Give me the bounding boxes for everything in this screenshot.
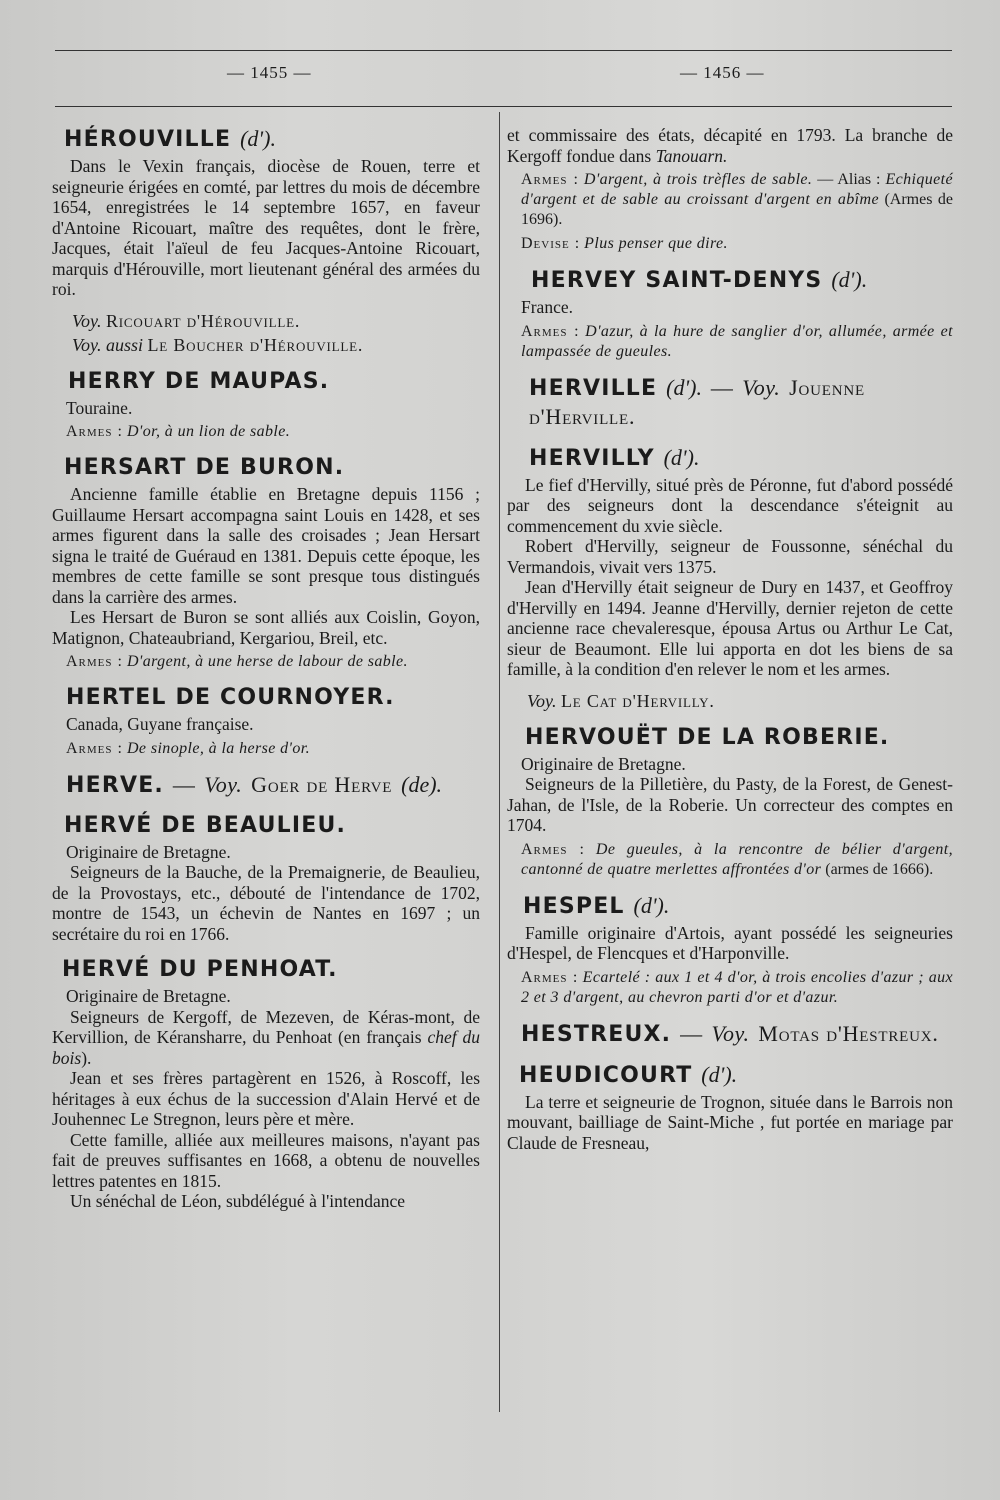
armes-line: [507, 322, 953, 362]
entry-heading: [507, 1020, 953, 1049]
entry-heading: [507, 892, 953, 921]
entry-text: Un sénéchal de Léon, subdélégué à l'intendance: [70, 1191, 406, 1211]
text-span: ).: [81, 1047, 92, 1068]
entry-name: HERVILLY: [529, 445, 655, 471]
entry-heudicourt: [507, 1061, 953, 1154]
entry-heading: HERVÉ DE BEAULIEU.: [64, 812, 347, 838]
armes-text: D'or, à un lion de sable.: [126, 423, 291, 440]
armes-label: Armes :: [521, 322, 580, 340]
entry-text: Les Hersart de Buron se sont alliés aux Coislin, Goyon, Matignon, Chateaubriand, Kergariou, Breil, etc.: [52, 607, 480, 648]
entry-text: Seigneurs de la Bauche, de la Premaignerie, de Beaulieu, de la Provostays, etc., débouté de l'intendance de 1702, montre de 1543, un échevin de Nantes en 1697 ; un secrétaire du roi en 1766.: [52, 862, 480, 944]
armes-label: Armes :: [66, 653, 123, 670]
entry-name: HERVE.: [66, 772, 164, 798]
reference-name: Le Boucher d'Hérouville.: [147, 334, 364, 355]
entry-suffix: (d').: [701, 1061, 738, 1087]
armes-text: De sinople, à la herse d'or.: [126, 739, 311, 757]
text-span: et commissaire des états, décapité en 1793. La branche de Kergoff fondue dans: [507, 125, 953, 166]
cross-reference: [52, 310, 480, 332]
entry-suffix: (d').: [831, 267, 868, 292]
armes-line: [507, 968, 953, 1008]
entry-origin: Touraine.: [66, 397, 133, 418]
armes-text: Echiqueté d'argent et de sable au croissant d'argent en abîme: [521, 171, 954, 208]
armes-line: [52, 652, 480, 672]
entry-origin: Originaire de Bretagne.: [66, 986, 231, 1006]
entry-heading: [52, 771, 480, 800]
reference-name: Motas d'Hestreux.: [758, 1020, 939, 1046]
reference-name: Jouenne d'Herville.: [529, 374, 865, 429]
entry-text: Jean et ses frères partagèrent en 1526, à Roscoff, les héritages à eux échus de la succession d'Alain Hervé et de Jouhennec Le Stregnon, leurs père et mère.: [52, 1068, 480, 1129]
entry-herve: [52, 771, 480, 800]
entry-text: Ancienne famille établie en Bretagne depuis 1156 ; Guillaume Hersart accompagna saint Louis en 1428, et ses armes figurent dans la salle des croisades ; Jean Hersart signa le traité de Guéraud en 1381. Depuis cette époque, les membres de cette famille se sont presque tous distingués dans la carrière des armes.: [52, 484, 480, 607]
entry-hespel: [507, 892, 953, 1008]
entry-name: HESTREUX.: [521, 1021, 672, 1047]
armes-line: [52, 739, 480, 759]
entry-text: Seigneurs de la Pilletière, du Pasty, de la Forest, de Genest-Jahan, de l'Isle, de la Roberie. Un correcteur des comptes en 1704.: [507, 774, 953, 835]
entry-text: [507, 125, 953, 166]
devise-label: Devise :: [521, 235, 581, 252]
entry-heading: HERRY DE MAUPAS.: [68, 368, 330, 394]
armes-line: [507, 170, 953, 230]
cross-reference: [52, 334, 480, 356]
entry-name: HERVILLE: [529, 375, 658, 401]
devise-text: Plus penser que dire.: [584, 235, 728, 252]
entry-origin: France.: [521, 297, 573, 317]
entry-suffix: (d').: [666, 374, 702, 400]
italic-text: Tanouarn.: [655, 145, 728, 166]
entry-herville: [507, 374, 953, 432]
entry-suffix: (d').: [633, 892, 670, 918]
devise-line: [507, 234, 953, 254]
voy-word: Voy.: [72, 310, 102, 331]
entry-name: HESPEL: [523, 893, 625, 919]
dash: —: [710, 374, 734, 400]
armes-line: [507, 840, 953, 880]
voy-word: Voy.: [204, 771, 243, 797]
left-column: [52, 125, 480, 1224]
entry-suffix: (de).: [401, 771, 443, 797]
armes-label: Armes :: [66, 739, 123, 757]
armes-note: (armes de 1666).: [825, 860, 934, 878]
entry-herve-du-penhoat: [52, 956, 480, 1212]
entry-heading: HERSART DE BURON.: [64, 455, 345, 480]
armes-label: Armes :: [66, 423, 123, 440]
reference-name: Goer de Herve: [251, 771, 393, 797]
reference-name: Ricouart d'Hérouville.: [106, 310, 301, 331]
armes-note: (Armes de 1696).: [521, 191, 953, 228]
entry-text: La terre et seigneurie de Trognon, située dans le Barrois non mouvant, bailliage de Saint-Miche , fut portée en mariage par Claude de Fresneau,: [507, 1091, 953, 1153]
entry-heading: HERTEL DE COURNOYER.: [66, 685, 395, 710]
text-span: Seigneurs de Kergoff, de Mezeven, de Kéras-mont, de Kervillion, de Kéransharre, du Penhoat (en français: [52, 1006, 480, 1047]
armes-line: [52, 422, 480, 442]
entry-heading: HERVÉ DU PENHOAT.: [62, 957, 338, 982]
entry-origin: Originaire de Bretagne.: [521, 753, 686, 774]
entry-herry-de-maupas: [52, 368, 480, 443]
entry-hertel-de-cournoyer: [52, 684, 480, 759]
dash: —: [680, 1020, 703, 1046]
entry-herve-de-beaulieu: [52, 812, 480, 945]
alias-label: — Alias :: [817, 171, 881, 188]
right-page-number: — 1456 —: [680, 63, 765, 82]
armes-text: Ecartelé : aux 1 et 4 d'or, à trois encolies d'azur ; aux 2 et 3 d'argent, au chevron parti d'or et d'azur.: [521, 968, 953, 1006]
entry-origin: Originaire de Bretagne.: [66, 841, 231, 862]
armes-text: De gueules, à la rencontre de bélier d'argent, cantonné de quatre merlettes affrontées d'or: [521, 840, 954, 878]
entry-hersart-de-buron: [52, 454, 480, 672]
entry-hestreux: [507, 1020, 953, 1049]
entry-origin: Canada, Guyane française.: [66, 714, 254, 734]
left-page-number: — 1455 —: [227, 63, 312, 82]
right-column: [507, 125, 953, 1165]
armes-text: D'argent, à trois trèfles de sable.: [583, 171, 813, 188]
armes-label: Armes :: [521, 171, 579, 188]
armes-label: Armes :: [521, 968, 579, 986]
entry-heading: [507, 444, 953, 473]
voy-word: Voy.: [711, 1020, 750, 1046]
entry-heading: [507, 374, 953, 432]
armes-text: D'argent, à une herse de labour de sable.: [126, 653, 408, 670]
entry-herouville: [52, 125, 480, 356]
entry-name: HERVEY SAINT-DENYS: [531, 268, 823, 293]
reference-name: Le Cat d'Hervilly.: [561, 690, 715, 711]
voy-word: Voy. aussi: [72, 334, 144, 355]
armes-text: D'azur, à la hure de sanglier d'or, allumée, armée et lampassée de gueules.: [521, 322, 954, 360]
top-rule: [55, 50, 952, 51]
entry-name: HEUDICOURT: [519, 1062, 693, 1088]
entry-hervilly: [507, 444, 953, 712]
armes-label: Armes :: [521, 840, 585, 858]
entry-suffix: (d').: [663, 444, 700, 470]
voy-word: Voy.: [527, 690, 557, 711]
dash: —: [172, 771, 196, 797]
voy-word: Voy.: [742, 374, 781, 400]
entry-text: Le fief d'Hervilly, situé près de Péronne, fut d'abord possédé par des seigneurs dont la descendance s'éteignit au commencement du xvie siècle.: [507, 474, 953, 536]
entry-text: Jean d'Hervilly était seigneur de Dury en 1437, et Geoffroy d'Hervilly en 1494. Jeanne d'Hervilly, dernier rejeton de cette ancienne race chevaleresque, épousa Artus ou Arthur Le Cat, sieur de Beaumont. Elle lui apporta en dot les biens de sa famille, à la condition d'en relever le nom et les armes.: [507, 577, 953, 679]
entry-hervouet-de-la-roberie: [507, 724, 953, 880]
entry-name: HÉROUVILLE: [64, 127, 232, 152]
entry-text: [52, 1007, 480, 1069]
italic-text: chef du bois: [52, 1027, 480, 1068]
cross-reference: [507, 690, 953, 712]
column-divider: [499, 112, 500, 1412]
entry-suffix: (d').: [240, 126, 276, 151]
entry-text: Robert d'Hervilly, seigneur de Foussonne, sénéchal du Vermandois, vivait vers 1375.: [507, 536, 953, 577]
entry-text: Dans le Vexin français, diocèse de Rouen, terre et seigneurie érigées en comté, par lettres du mois de décembre 1654, enregistrées le 14 septembre 1657, en faveur d'Antoine Ricouart, maître des requêtes, dont le frère, Jacques, était l'aïeul de feu Jacques-Antoine Ricouart, marquis d'Hérouville, mort lieutenant général des armées du roi.: [52, 156, 480, 299]
entry-heading: [507, 266, 953, 295]
entry-continued: [507, 125, 953, 254]
header-rule: [55, 106, 952, 107]
entry-heading: [507, 1061, 953, 1090]
entry-hervey-saint-denys: [507, 266, 953, 362]
entry-text: Famille originaire d'Artois, ayant possédé les seigneuries d'Hespel, de Flencques et d'Harponville.: [507, 922, 953, 963]
entry-text: Cette famille, alliée aux meilleures maisons, n'ayant pas fait de preuves suffisantes en 1668, a obtenu de nouvelles lettres patentes en 1815.: [52, 1129, 480, 1191]
entry-heading: [52, 125, 480, 154]
entry-heading: HERVOUËT DE LA ROBERIE.: [525, 724, 890, 750]
